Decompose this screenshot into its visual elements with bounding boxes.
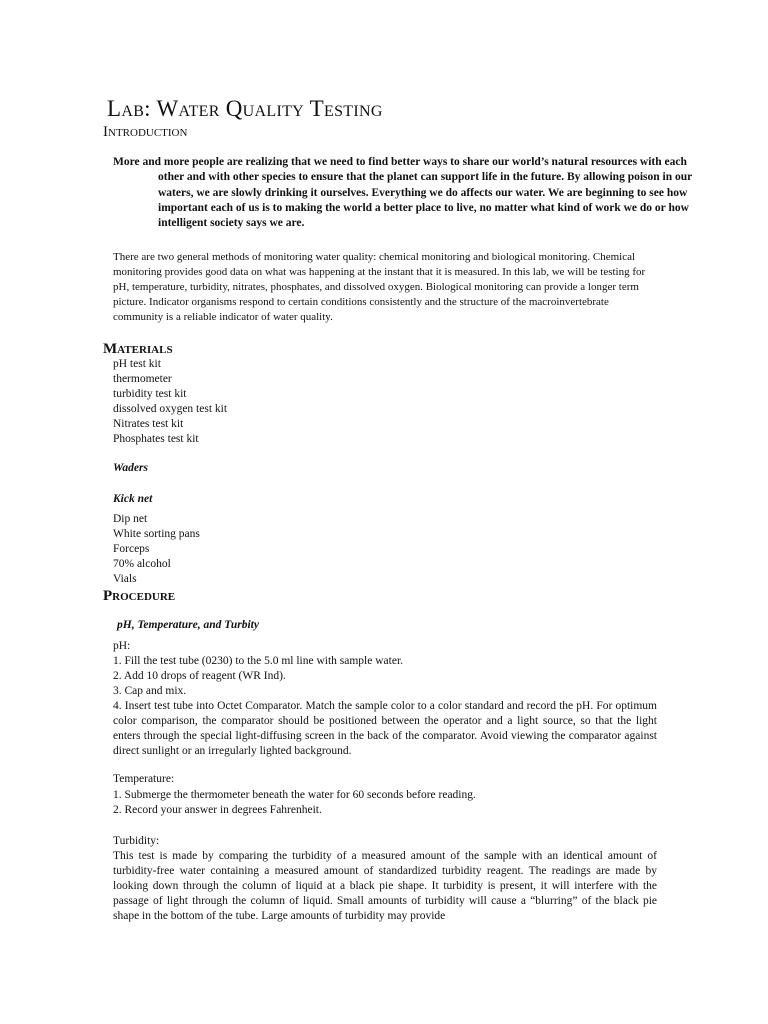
- ph-label: pH:: [113, 640, 131, 652]
- ph-step-4: 4. Insert test tube into Octet Comparator. Match the sample color to a color standard and record the pH. For optimum color comparison, the comparator should be positioned between the operator and a light source, so that the light enters through the special light-diffusing screen in the back of the comparator. Avoid viewing the comparator against direct sunlight or an irregularly lighted background.: [113, 700, 657, 757]
- materials-waders: Waders: [113, 462, 148, 474]
- list-item: Nitrates test kit: [113, 418, 184, 430]
- list-item: Forceps: [113, 543, 150, 555]
- list-item: thermometer: [113, 373, 172, 385]
- temperature-step: 2. Record your answer in degrees Fahrenheit.: [113, 804, 322, 816]
- ph-step: 2. Add 10 drops of reagent (WR Ind).: [113, 670, 286, 682]
- list-item: pH test kit: [113, 358, 161, 370]
- ph-step: 3. Cap and mix.: [113, 685, 187, 697]
- section-heading-materials: Materials: [103, 341, 173, 357]
- section-heading-introduction: Introduction: [103, 124, 188, 140]
- materials-kick-net: Kick net: [113, 493, 153, 505]
- list-item: White sorting pans: [113, 528, 200, 540]
- list-item: 70% alcohol: [113, 558, 171, 570]
- procedure-subheading: pH, Temperature, and Turbity: [117, 619, 259, 631]
- list-item: Phosphates test kit: [113, 433, 199, 445]
- list-item: Dip net: [113, 513, 148, 525]
- intro-paragraph: There are two general methods of monitoring water quality: chemical monitoring and biological monitoring. Chemical monitoring provides good data on what was happening at the instant that it is measured. In this lab, we will be testing for pH, temperature, turbidity, nitrates, phosphates, and dissolved oxygen. Biological monitoring can provide a longer term picture. Indicator organisms respond to certain conditions consistently and the structure of the macroinvertebrate community is a reliable indicator of water quality.: [113, 251, 646, 323]
- list-item: Vials: [113, 573, 137, 585]
- turbidity-label: Turbidity:: [113, 835, 160, 847]
- page-title: Lab: Water Quality Testing: [107, 96, 383, 121]
- list-item: dissolved oxygen test kit: [113, 403, 228, 415]
- materials-list-kits: [113, 357, 227, 447]
- list-item: turbidity test kit: [113, 388, 187, 400]
- materials-list-equipment: [113, 512, 200, 587]
- temperature-step: 1. Submerge the thermometer beneath the water for 60 seconds before reading.: [113, 789, 476, 801]
- temperature-label: Temperature:: [113, 773, 175, 785]
- ph-step: 1. Fill the test tube (0230) to the 5.0 ml line with sample water.: [113, 655, 404, 667]
- section-heading-procedure: Procedure: [103, 588, 176, 604]
- intro-quote: More and more people are realizing that we need to find better ways to share our world’s natural resources with each other and with other species to ensure that the planet can support life in the future. By allowing poison in our waters, we are slowly drinking it ourselves. Everything we do affects our water. We are beginning to see how important each of us is to making the world a better place to live, no matter what kind of work we do or how intelligent society says we are.: [113, 156, 693, 230]
- turbidity-paragraph: This test is made by comparing the turbidity of a measured amount of the sample with an identical amount of turbidity-free water containing a measured amount of standardized turbidity reagent. The readings are made by looking down through the column of liquid at a black pie shape. It turbidity is present, it will interfere with the passage of light through the column of liquid. Small amounts of turbidity will cause a “blurring” of the black pie shape in the bottom of the tube. Large amounts of turbidity may provide: [113, 850, 657, 922]
